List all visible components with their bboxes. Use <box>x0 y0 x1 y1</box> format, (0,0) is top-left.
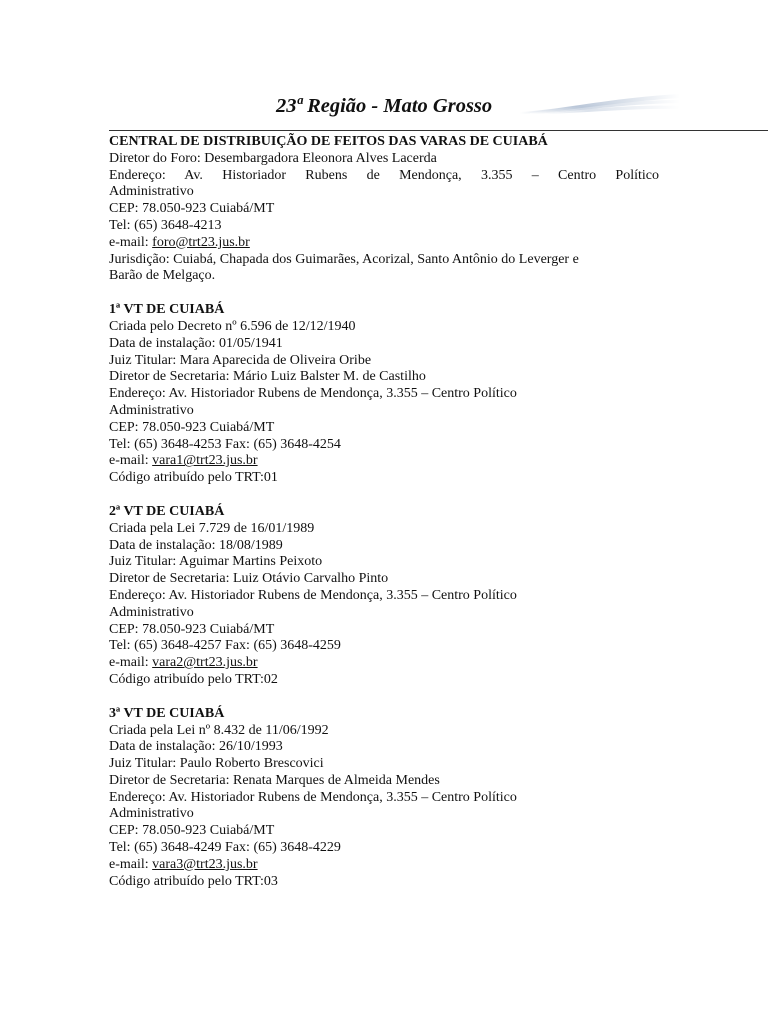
address-line-1: Endereço: Av. Historiador Rubens de Mendonça, 3.355 – Centro Político <box>109 167 659 183</box>
cep: CEP: 78.050-923 Cuiabá/MT <box>109 823 275 839</box>
codigo-trt: Código atribuído pelo TRT:01 <box>109 470 278 486</box>
central-distribuicao-section <box>109 134 659 285</box>
codigo-trt: Código atribuído pelo TRT:03 <box>109 873 278 889</box>
cep: CEP: 78.050-923 Cuiabá/MT <box>109 621 275 637</box>
address-line-1: Endereço: Av. Historiador Rubens de Mendonça, 3.355 – Centro Político <box>109 587 517 603</box>
data-instalacao: Data de instalação: 01/05/1941 <box>109 335 283 351</box>
section-heading: CENTRAL DE DISTRIBUIÇÃO DE FEITOS DAS VARAS DE CUIABÁ <box>109 134 548 149</box>
jurisdicao-line-2: Barão de Melgaço. <box>109 268 216 284</box>
email-label: e-mail: <box>109 655 153 671</box>
address-line-2: Administrativo <box>109 806 194 822</box>
diretor-secretaria: Diretor de Secretaria: Luiz Otávio Carvalho Pinto <box>109 571 389 587</box>
page-title: 23ª Região - Mato Grosso <box>276 95 493 117</box>
address-line-2: Administrativo <box>109 402 194 418</box>
address-line-2: Administrativo <box>109 184 194 200</box>
telephone-fax: Tel: (65) 3648-4249 Fax: (65) 3648-4229 <box>109 840 341 856</box>
criada: Criada pelo Decreto nº 6.596 de 12/12/1940 <box>109 318 356 334</box>
data-instalacao: Data de instalação: 26/10/1993 <box>109 739 283 755</box>
criada: Criada pela Lei nº 8.432 de 11/06/1992 <box>109 722 329 738</box>
telephone: Tel: (65) 3648-4213 <box>109 217 222 233</box>
cep: CEP: 78.050-923 Cuiabá/MT <box>109 201 275 217</box>
email-row <box>109 857 659 874</box>
email-row <box>109 453 659 470</box>
section-heading: 1ª VT DE CUIABÁ <box>109 302 225 318</box>
address-line-2: Administrativo <box>109 604 194 620</box>
juiz-titular: Juiz Titular: Mara Aparecida de Oliveira Oribe <box>109 352 372 368</box>
header-swoosh-decoration <box>520 92 680 114</box>
diretor-foro: Diretor do Foro: Desembargadora Eleonora Alves Lacerda <box>109 150 437 166</box>
email-label: e-mail: <box>109 453 153 469</box>
email-label: e-mail: <box>109 856 153 872</box>
juiz-titular: Juiz Titular: Aguimar Martins Peixoto <box>109 554 323 570</box>
email-row <box>109 235 659 252</box>
email-link[interactable]: vara3@trt23.jus.br <box>152 856 258 872</box>
document-body <box>109 134 659 907</box>
criada: Criada pela Lei 7.729 de 16/01/1989 <box>109 520 315 536</box>
address-line-1: Endereço: Av. Historiador Rubens de Mendonça, 3.355 – Centro Político <box>109 386 517 402</box>
email-link[interactable]: foro@trt23.jus.br <box>152 234 250 250</box>
email-link[interactable]: vara2@trt23.jus.br <box>152 655 258 671</box>
data-instalacao: Data de instalação: 18/08/1989 <box>109 537 283 553</box>
telephone-fax: Tel: (65) 3648-4253 Fax: (65) 3648-4254 <box>109 436 341 452</box>
cep: CEP: 78.050-923 Cuiabá/MT <box>109 419 275 435</box>
email-row <box>109 655 659 672</box>
email-label: e-mail: <box>109 234 153 250</box>
jurisdicao-line-1: Jurisdição: Cuiabá, Chapada dos Guimarães, Acorizal, Santo Antônio do Leverger e <box>109 251 579 267</box>
header-divider <box>109 130 768 131</box>
vara-section <box>109 302 659 487</box>
section-heading: 3ª VT DE CUIABÁ <box>109 705 225 721</box>
email-link[interactable]: vara1@trt23.jus.br <box>152 453 258 469</box>
diretor-secretaria: Diretor de Secretaria: Mário Luiz Balster M. de Castilho <box>109 369 426 385</box>
juiz-titular: Juiz Titular: Paulo Roberto Brescovici <box>109 756 324 772</box>
section-heading: 2ª VT DE CUIABÁ <box>109 503 225 519</box>
telephone-fax: Tel: (65) 3648-4257 Fax: (65) 3648-4259 <box>109 638 341 654</box>
codigo-trt: Código atribuído pelo TRT:02 <box>109 671 278 687</box>
vara-section <box>109 504 659 689</box>
diretor-secretaria: Diretor de Secretaria: Renata Marques de Almeida Mendes <box>109 772 440 788</box>
vara-section <box>109 706 659 891</box>
address-line-1: Endereço: Av. Historiador Rubens de Mendonça, 3.355 – Centro Político <box>109 789 517 805</box>
